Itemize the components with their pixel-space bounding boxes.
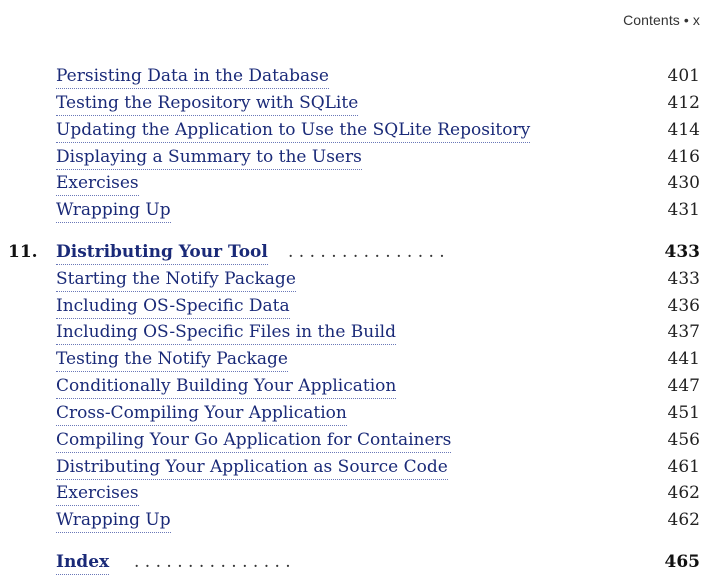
toc-entry-link[interactable]: Distributing Your Application as Source Code <box>56 456 448 480</box>
toc-entry[interactable] <box>0 172 720 198</box>
chapter-title-link[interactable]: Distributing Your Tool <box>56 241 268 265</box>
toc-entry-link[interactable]: Updating the Application to Use the SQLite Repository <box>56 119 530 143</box>
toc-entry-link[interactable]: Conditionally Building Your Application <box>56 375 396 399</box>
index-link[interactable]: Index <box>56 551 109 575</box>
chapter-page: 433 <box>664 242 700 262</box>
toc-entry[interactable] <box>0 348 720 374</box>
toc-entry[interactable] <box>0 119 720 145</box>
running-head: Contents • x <box>623 12 700 28</box>
toc-entry[interactable] <box>0 429 720 455</box>
toc-entry-link[interactable]: Cross-Compiling Your Application <box>56 402 347 426</box>
toc-entry-page: 431 <box>667 200 700 220</box>
toc-entry[interactable] <box>0 92 720 118</box>
toc-entry-page: 456 <box>667 430 700 450</box>
toc-entry-page: 437 <box>667 322 700 342</box>
toc-chapter[interactable] <box>0 241 720 267</box>
toc-entry[interactable] <box>0 268 720 294</box>
toc-entry-page: 462 <box>667 483 700 503</box>
chapter-number: 11. <box>8 242 38 262</box>
toc-entry[interactable] <box>0 375 720 401</box>
toc-index[interactable] <box>0 551 720 577</box>
toc-entry-link[interactable]: Compiling Your Go Application for Containers <box>56 429 451 453</box>
toc-entry[interactable] <box>0 199 720 225</box>
toc-entry-link[interactable]: Including OS-Specific Data <box>56 295 290 319</box>
toc-entry[interactable] <box>0 402 720 428</box>
toc-entry-link[interactable]: Including OS-Specific Files in the Build <box>56 321 396 345</box>
toc-entry-page: 414 <box>667 120 700 140</box>
leader-dots: . . . . . . . . . . . . . . . <box>134 552 291 572</box>
toc-entry[interactable] <box>0 456 720 482</box>
toc-entry[interactable] <box>0 321 720 347</box>
toc-entry[interactable] <box>0 65 720 91</box>
toc-entry-link[interactable]: Persisting Data in the Database <box>56 65 329 89</box>
toc-entry-link[interactable]: Displaying a Summary to the Users <box>56 146 362 170</box>
toc-entry-page: 436 <box>667 296 700 316</box>
toc-entry-link[interactable]: Wrapping Up <box>56 199 171 223</box>
index-page: 465 <box>664 552 700 572</box>
toc-entry-page: 430 <box>667 173 700 193</box>
toc-entry-link[interactable]: Exercises <box>56 482 139 506</box>
toc-entry-page: 412 <box>667 93 700 113</box>
toc-entry-page: 447 <box>667 376 700 396</box>
toc-entry[interactable] <box>0 146 720 172</box>
toc-entry-link[interactable]: Testing the Repository with SQLite <box>56 92 358 116</box>
toc-entry-page: 451 <box>667 403 700 423</box>
toc-entry-page: 433 <box>667 269 700 289</box>
toc-entry-page: 401 <box>667 66 700 86</box>
toc-entry[interactable] <box>0 482 720 508</box>
toc-entry-link[interactable]: Exercises <box>56 172 139 196</box>
toc-entry-page: 461 <box>667 457 700 477</box>
toc-entry-link[interactable]: Wrapping Up <box>56 509 171 533</box>
toc-entry[interactable] <box>0 295 720 321</box>
toc-entry-link[interactable]: Starting the Notify Package <box>56 268 296 292</box>
toc-entry-page: 462 <box>667 510 700 530</box>
toc-entry-page: 416 <box>667 147 700 167</box>
toc-entry-link[interactable]: Testing the Notify Package <box>56 348 288 372</box>
leader-dots: . . . . . . . . . . . . . . . <box>288 242 445 262</box>
toc-entry[interactable] <box>0 509 720 535</box>
toc-entry-page: 441 <box>667 349 700 369</box>
